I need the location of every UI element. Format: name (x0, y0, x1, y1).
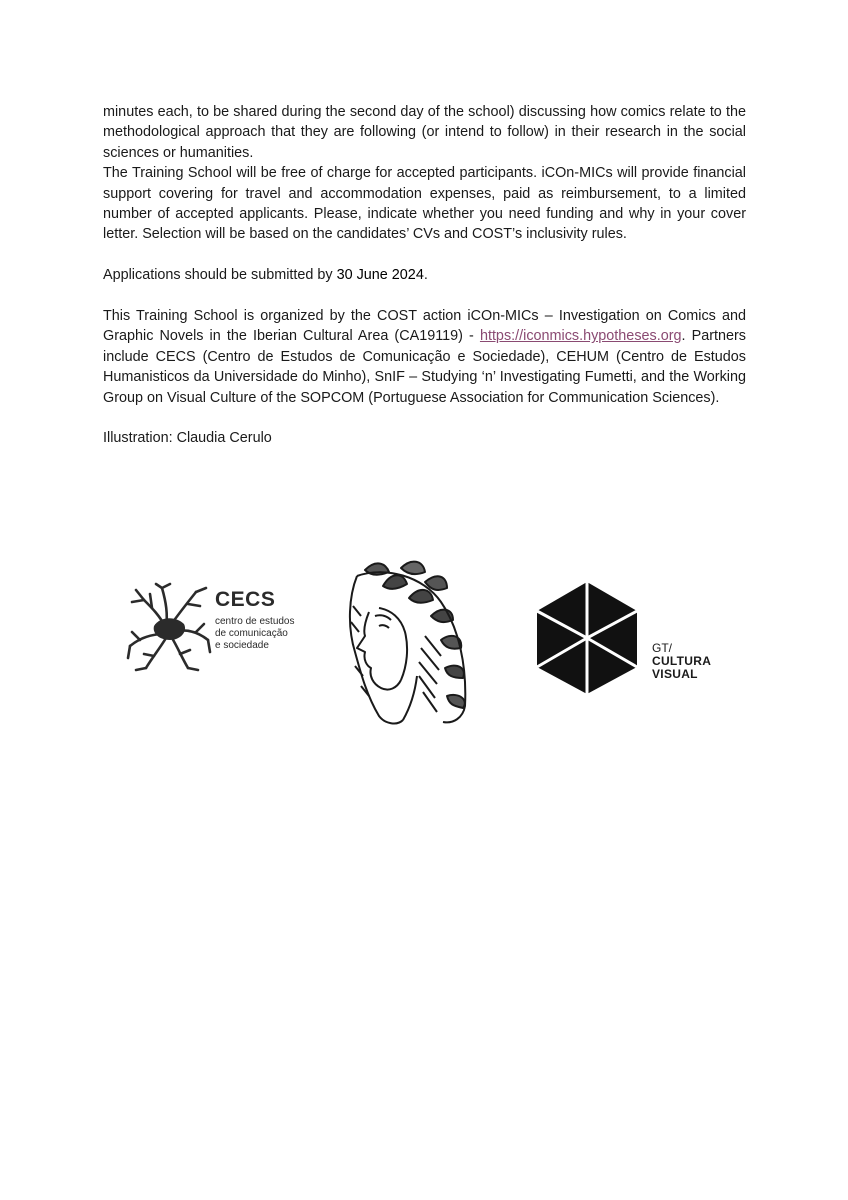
paragraph-methodology: minutes each, to be shared during the second day of the school) discussing how comics relate to the methodological approach that they are following (or intend to follow) in their research in the social sciences or humanities. (103, 104, 746, 161)
body-text (103, 102, 746, 449)
deadline-date: 30 June 2024 (336, 267, 424, 284)
cecs-title: CECS (215, 588, 276, 611)
illustration-credit: Illustration: Claudia Cerulo (103, 430, 272, 447)
gt-cultura-visual-logo (535, 580, 735, 700)
cecs-tree-icon (126, 582, 212, 672)
paragraph-organizers: This Training School is organized by the COST action iCOn-MICs – Investigation on Comics and Graphic Novels in the Iberian Cultural Area (CA19119) - https://iconmics.hypotheses.org. Partners include CECS (Centro de Estudos de Comunicação e Sociedade), CEHUM (Centro de Estudos Humanisticos da Universidade do Minho), SnIF – Studying ‘n’ Investigating Fumetti, and the Working Group on Visual Culture of the SOPCOM (Portuguese Association for Communication Sciences). (103, 308, 746, 406)
cecs-subtitle: centro de estudos de comunicação e sociedade (215, 616, 295, 651)
hexagon-cube-icon (535, 580, 639, 696)
cecs-logo (126, 582, 296, 672)
paragraph-funding: The Training School will be free of charge for accepted participants. iCOn-MICs will provide financial support covering for travel and accommodation expenses, paid as reimbursement, to a limited number of accepted applicants. Please, indicate whether you need funding and why in your cover letter. Selection will be based on the candidates’ CVs and COST’s inclusivity rules. (103, 165, 746, 243)
dante-portrait-illustration (345, 556, 480, 728)
paragraph-deadline: Applications should be submitted by 30 June 2024. (103, 267, 428, 284)
partner-logos (0, 550, 848, 740)
gt-cultura-visual-text: GT/ CULTURA VISUAL (652, 641, 712, 681)
iconmics-link[interactable]: https://iconmics.hypotheses.org (479, 328, 682, 345)
